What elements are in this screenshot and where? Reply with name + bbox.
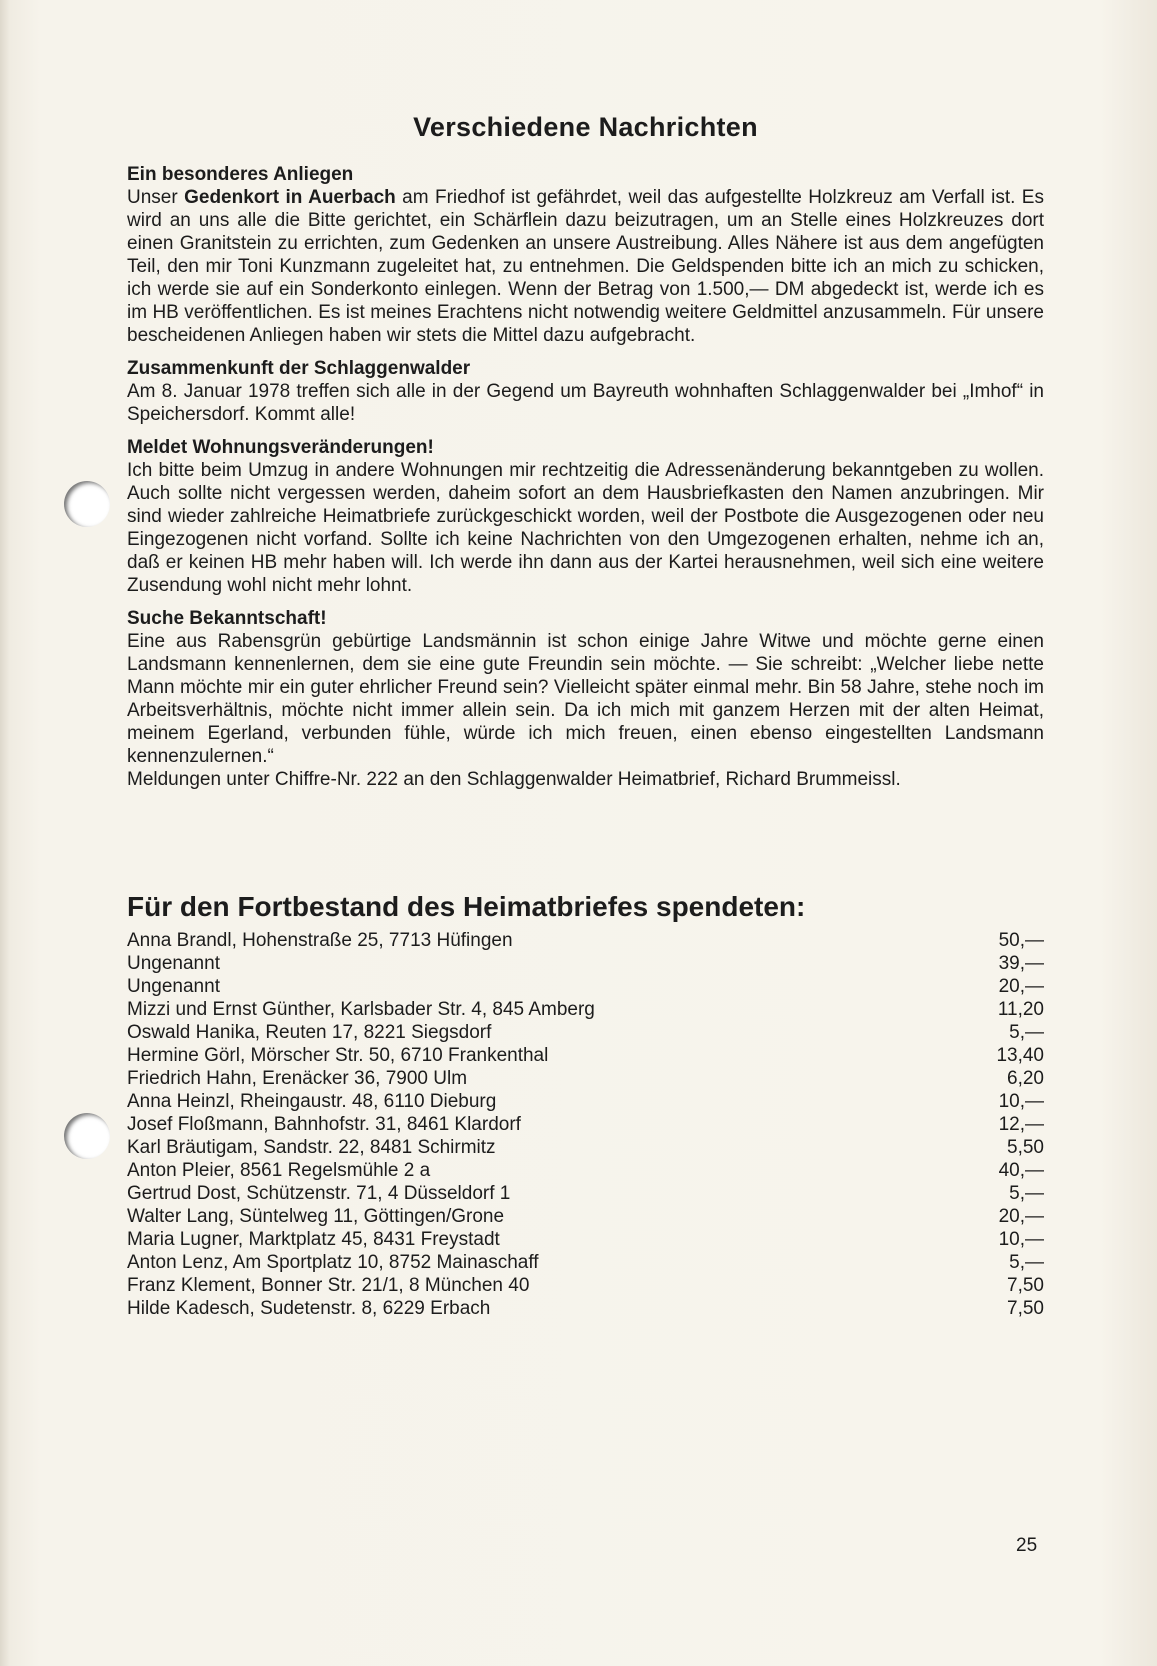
donation-amount: 40,— <box>998 1160 1044 1181</box>
donor-row <box>127 1021 1044 1044</box>
donor-row <box>127 1090 1044 1113</box>
section-heading: Suche Bekanntschaft! <box>127 608 327 629</box>
donor-name: Mizzi und Ernst Günther, Karlsbader Str. 4, 845 Amberg <box>127 999 595 1020</box>
page-title: Verschiedene Nachrichten <box>413 112 758 142</box>
donor-name: Ungenannt <box>127 976 220 997</box>
donation-amount: 7,50 <box>1007 1298 1044 1319</box>
donor-row <box>127 1136 1044 1159</box>
section-heading: Meldet Wohnungsveränderungen! <box>127 437 434 458</box>
section-anliegen <box>127 163 1044 347</box>
donor-name: Anton Pleier, 8561 Regelsmühle 2 a <box>127 1160 431 1181</box>
section-bekanntschaft <box>127 607 1044 791</box>
page-number: 25 <box>1016 1535 1038 1556</box>
donor-name: Anton Lenz, Am Sportplatz 10, 8752 Mainaschaff <box>127 1252 539 1273</box>
donor-name: Friedrich Hahn, Erenäcker 36, 7900 Ulm <box>127 1068 468 1089</box>
donation-amount: 5,— <box>1009 1022 1044 1043</box>
section-heading: Ein besonderes Anliegen <box>127 164 354 185</box>
donation-amount: 20,— <box>998 976 1044 997</box>
page-content <box>127 112 1044 1320</box>
donor-row <box>127 1113 1044 1136</box>
donor-row <box>127 929 1044 952</box>
donor-name: Hilde Kadesch, Sudetenstr. 8, 6229 Erbach <box>127 1298 491 1319</box>
donor-row <box>127 1044 1044 1067</box>
donor-row <box>127 998 1044 1021</box>
donation-amount: 5,— <box>1009 1252 1044 1273</box>
donation-amount: 10,— <box>998 1091 1044 1112</box>
donation-amount: 5,50 <box>1007 1137 1044 1158</box>
donation-amount: 6,20 <box>1007 1068 1044 1089</box>
donations-title: Für den Fortbestand des Heimatbriefes spendeten: <box>127 891 806 922</box>
section-heading: Zusammenkunft der Schlaggenwalder <box>127 358 471 379</box>
donor-row <box>127 1228 1044 1251</box>
donor-row <box>127 1205 1044 1228</box>
donor-list <box>127 929 1044 1320</box>
donor-row <box>127 1182 1044 1205</box>
donor-row <box>127 952 1044 975</box>
punch-hole-bottom <box>64 1113 110 1159</box>
donor-name: Franz Klement, Bonner Str. 21/1, 8 München 40 <box>127 1275 530 1296</box>
donation-amount: 39,— <box>998 953 1044 974</box>
donation-amount: 10,— <box>998 1229 1044 1250</box>
donor-name: Ungenannt <box>127 953 220 974</box>
donor-name: Karl Bräutigam, Sandstr. 22, 8481 Schirmitz <box>127 1137 496 1158</box>
donation-amount: 13,40 <box>996 1045 1044 1066</box>
section-body: Am 8. Januar 1978 treffen sich alle in der Gegend um Bayreuth wohnhaften Schlaggenwalder bei „Imhof“ in Speichersdorf. Kommt alle! <box>127 381 1044 425</box>
donor-row <box>127 1274 1044 1297</box>
donor-row <box>127 1067 1044 1090</box>
donation-amount: 5,— <box>1009 1183 1044 1204</box>
section-body: Ich bitte beim Umzug in andere Wohnungen mir rechtzeitig die Adressenänderung bekanntgeben zu wollen. Auch sollte nicht vergessen werden, daheim sofort an dem Hausbriefkasten den Namen anzubringen. Mir sind wieder zahlreiche Heimatbriefe zurückgeschickt worden, weil der Postbote die Ausgezogenen oder neu Eingezogenen nicht vorfand. Sollte ich keine Nachrichten von den Umgezogenen erhalten, nehme ich an, daß er keinen HB mehr haben will. Ich werde ihn dann aus der Kartei herausnehmen, weil sich eine weitere Zusendung wohl nicht mehr lohnt. <box>127 460 1044 596</box>
donation-amount: 20,— <box>998 1206 1044 1227</box>
donor-name: Josef Floßmann, Bahnhofstr. 31, 8461 Klardorf <box>127 1114 521 1135</box>
section-body: Eine aus Rabensgrün gebürtige Landsmännin ist schon einige Jahre Witwe und möchte gerne einen Landsmann kennenlernen, dem sie eine gute Freundin sein möchte. — Sie schreibt: „Welcher liebe nette Mann möchte mir ein guter ehrlicher Freund sein? Vielleicht später einmal mehr. Bin 58 Jahre, stehe noch im Arbeitsverhältnis, möchte nicht immer allein sein. Da ich mich mit ganzem Herzen mit der alten Heimat, meinem Egerland, verbunden fühle, würde ich mich freuen, einen ebenso eingestellten Landsmann kennenzulernen.“ <box>127 631 1044 767</box>
section-wohnungsveraenderungen <box>127 436 1044 597</box>
donor-name: Anna Heinzl, Rheingaustr. 48, 6110 Dieburg <box>127 1091 497 1112</box>
donor-name: Oswald Hanika, Reuten 17, 8221 Siegsdorf <box>127 1022 492 1043</box>
donation-amount: 11,20 <box>997 999 1044 1020</box>
donation-amount: 50,— <box>998 930 1044 951</box>
donation-amount: 12,— <box>998 1114 1044 1135</box>
body-text: am Friedhof ist gefährdet, weil das aufgestellte Holzkreuz am Verfall ist. Es wird an uns alle die Bitte gerichtet, ein Schärflein dazu beizutragen, um an Stelle eines Holzkreuzes dort einen Granitstein zu errichten, zum Gedenken an unsere Austreibung. Alles Nähere ist aus dem angefügten Teil, den mir Toni Kunzmann zugeleitet hat, zu entnehmen. Die Geldspenden bitte ich an mich zu schicken, ich werde sie auf ein Sonderkonto einlegen. Wenn der Betrag von 1.500,— DM abgedeckt ist, werde ich es im HB veröffentlichen. Es ist meines Erachtens nicht notwendig weitere Geldmittel anzusammeln. Für unsere bescheidenen Anliegen haben wir stets die Mittel dazu aufgebracht. <box>127 187 1044 346</box>
donor-name: Gertrud Dost, Schützenstr. 71, 4 Düsseldorf 1 <box>127 1183 511 1204</box>
donation-amount: 7,50 <box>1007 1275 1044 1296</box>
section-body-contact: Meldungen unter Chiffre-Nr. 222 an den Schlaggenwalder Heimatbrief, Richard Brummeissl. <box>127 769 901 790</box>
section-body <box>127 186 1044 347</box>
donor-row <box>127 1297 1044 1320</box>
section-zusammenkunft <box>127 357 1044 426</box>
donor-name: Walter Lang, Süntelweg 11, Göttingen/Grone <box>127 1206 505 1227</box>
donor-name: Hermine Görl, Mörscher Str. 50, 6710 Frankenthal <box>127 1045 549 1066</box>
body-emphasis: Gedenkort in Auerbach <box>184 187 396 208</box>
donor-name: Anna Brandl, Hohenstraße 25, 7713 Hüfingen <box>127 930 513 951</box>
donor-row <box>127 975 1044 998</box>
body-prefix: Unser <box>127 187 185 208</box>
donor-name: Maria Lugner, Marktplatz 45, 8431 Freystadt <box>127 1229 500 1250</box>
donor-row <box>127 1251 1044 1274</box>
punch-hole-top <box>64 481 110 527</box>
donor-row <box>127 1159 1044 1182</box>
